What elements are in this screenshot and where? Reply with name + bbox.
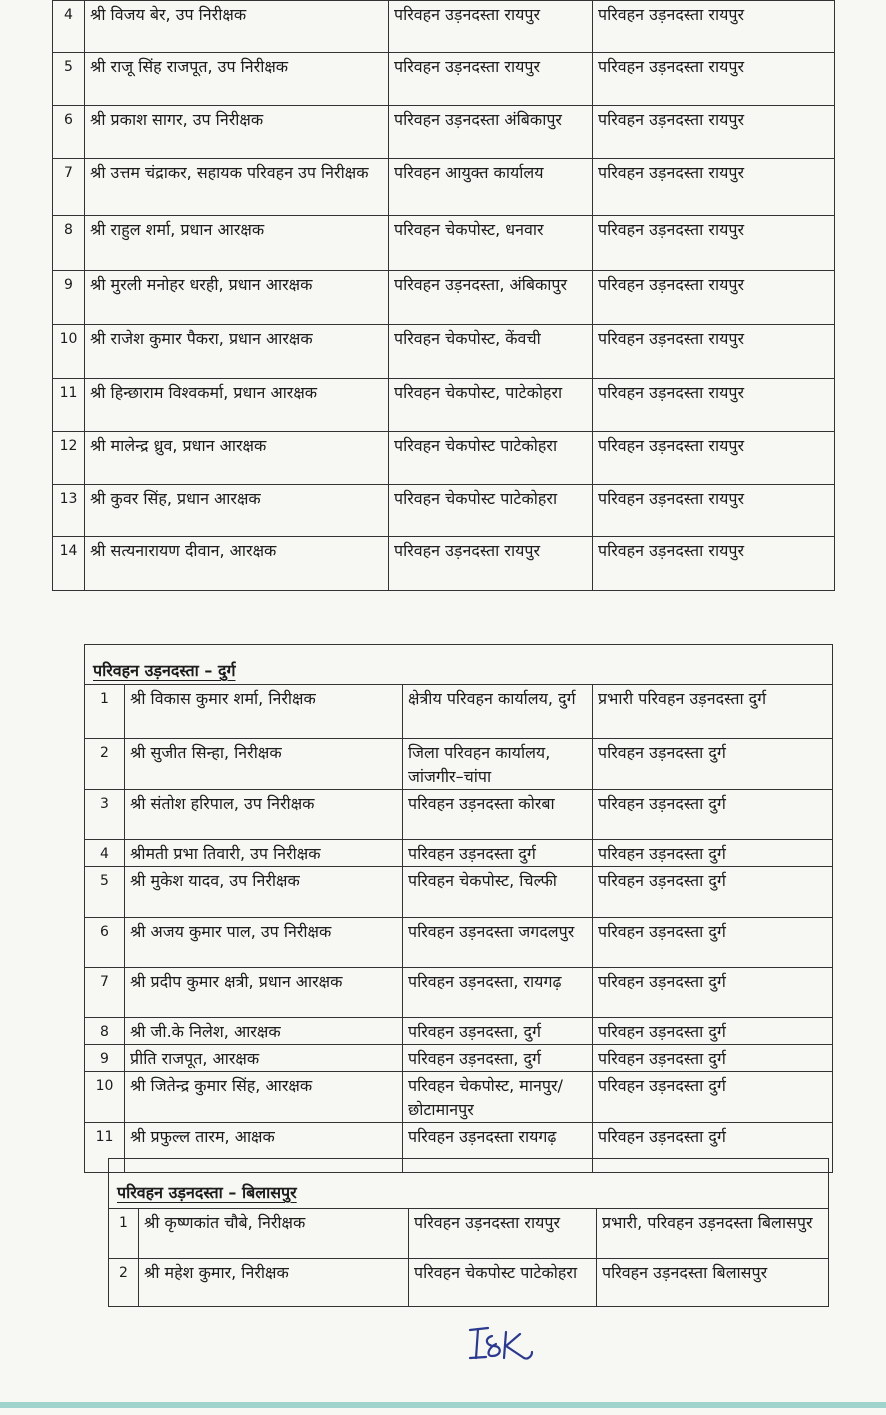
table-row	[85, 1045, 833, 1072]
serial-number: 7	[85, 968, 125, 1018]
officer-name: श्रीमती प्रभा तिवारी, उप निरीक्षक	[125, 840, 403, 867]
officer-name: श्री जी.के निलेश, आरक्षक	[125, 1018, 403, 1045]
current-posting: परिवहन चेकपोस्ट, पाटेकोहरा	[389, 379, 593, 432]
officer-name: श्री उत्तम चंद्राकर, सहायक परिवहन उप निरीक्षक	[85, 159, 389, 216]
table-row	[85, 918, 833, 968]
section-heading: परिवहन उड़नदस्ता – दुर्ग	[93, 661, 236, 680]
officer-name: श्री संतोश हरिपाल, उप निरीक्षक	[125, 790, 403, 840]
new-posting: परिवहन उड़नदस्ता दुर्ग	[593, 1045, 833, 1072]
section-heading-cell	[85, 645, 833, 685]
serial-number: 2	[109, 1259, 139, 1307]
serial-number: 3	[85, 790, 125, 840]
serial-number: 7	[53, 159, 85, 216]
table-row	[53, 271, 835, 325]
serial-number: 5	[53, 53, 85, 106]
officer-name: श्री सत्यनारायण दीवान, आरक्षक	[85, 537, 389, 591]
serial-number: 11	[85, 1123, 125, 1173]
current-posting: परिवहन उड़नदस्ता रायपुर	[389, 53, 593, 106]
serial-number: 10	[53, 325, 85, 379]
signature-mark	[466, 1322, 536, 1368]
table-row	[53, 379, 835, 432]
officer-name: श्री मुकेश यादव, उप निरीक्षक	[125, 867, 403, 918]
serial-number: 6	[85, 918, 125, 968]
officer-name: श्री विजय बेर, उप निरीक्षक	[85, 1, 389, 53]
serial-number: 11	[53, 379, 85, 432]
table-row	[53, 432, 835, 485]
new-posting: प्रभारी, परिवहन उड़नदस्ता बिलासपुर	[597, 1209, 829, 1259]
officer-name: श्री कुवर सिंह, प्रधान आरक्षक	[85, 485, 389, 537]
serial-number: 1	[109, 1209, 139, 1259]
table-row	[53, 53, 835, 106]
table-row	[109, 1209, 829, 1259]
new-posting: परिवहन उड़नदस्ता दुर्ग	[593, 739, 833, 790]
serial-number: 4	[53, 1, 85, 53]
serial-number: 13	[53, 485, 85, 537]
new-posting: प्रभारी परिवहन उड़नदस्ता दुर्ग	[593, 685, 833, 739]
new-posting: परिवहन उड़नदस्ता रायपुर	[593, 432, 835, 485]
serial-number: 14	[53, 537, 85, 591]
current-posting: परिवहन उड़नदस्ता कोरबा	[403, 790, 593, 840]
new-posting: परिवहन उड़नदस्ता रायपुर	[593, 1, 835, 53]
officer-name: श्री राहुल शर्मा, प्रधान आरक्षक	[85, 216, 389, 271]
officer-name: प्रीति राजपूत, आरक्षक	[125, 1045, 403, 1072]
new-posting: परिवहन उड़नदस्ता रायपुर	[593, 485, 835, 537]
section-heading: परिवहन उड़नदस्ता – बिलासपुर	[117, 1183, 297, 1202]
table-row	[53, 216, 835, 271]
new-posting: परिवहन उड़नदस्ता रायपुर	[593, 216, 835, 271]
serial-number: 9	[85, 1045, 125, 1072]
serial-number: 12	[53, 432, 85, 485]
durg-table-body	[85, 645, 833, 1173]
new-posting: परिवहन उड़नदस्ता दुर्ग	[593, 790, 833, 840]
raipur-table-body	[53, 1, 835, 591]
current-posting: परिवहन उड़नदस्ता अंबिकापुर	[389, 106, 593, 159]
current-posting: परिवहन उड़नदस्ता दुर्ग	[403, 840, 593, 867]
officer-name: श्री राजू सिंह राजपूत, उप निरीक्षक	[85, 53, 389, 106]
current-posting: परिवहन उड़नदस्ता रायपुर	[389, 1, 593, 53]
current-posting: परिवहन उड़नदस्ता, दुर्ग	[403, 1045, 593, 1072]
new-posting: परिवहन उड़नदस्ता रायपुर	[593, 53, 835, 106]
new-posting: परिवहन उड़नदस्ता बिलासपुर	[597, 1259, 829, 1307]
bilaspur-transfer-table	[108, 1158, 829, 1307]
officer-name: श्री सुजीत सिन्हा, निरीक्षक	[125, 739, 403, 790]
new-posting: परिवहन उड़नदस्ता दुर्ग	[593, 1123, 833, 1173]
table-row	[85, 790, 833, 840]
serial-number: 2	[85, 739, 125, 790]
officer-name: श्री महेश कुमार, निरीक्षक	[139, 1259, 409, 1307]
current-posting: क्षेत्रीय परिवहन कार्यालय, दुर्ग	[403, 685, 593, 739]
serial-number: 9	[53, 271, 85, 325]
officer-name: श्री राजेश कुमार पैकरा, प्रधान आरक्षक	[85, 325, 389, 379]
officer-name: श्री मालेन्द्र ध्रुव, प्रधान आरक्षक	[85, 432, 389, 485]
section-heading-cell	[109, 1159, 829, 1209]
table-row	[85, 1072, 833, 1123]
current-posting: परिवहन चेकपोस्ट, चिल्फी	[403, 867, 593, 918]
table-row	[85, 1018, 833, 1045]
table-row	[109, 1259, 829, 1307]
officer-name: श्री प्रकाश सागर, उप निरीक्षक	[85, 106, 389, 159]
serial-number: 1	[85, 685, 125, 739]
current-posting: परिवहन उड़नदस्ता रायपुर	[409, 1209, 597, 1259]
current-posting: परिवहन चेकपोस्ट पाटेकोहरा	[409, 1259, 597, 1307]
section-heading-row	[109, 1159, 829, 1209]
current-posting: परिवहन उड़नदस्ता रायगढ़	[403, 1123, 593, 1173]
current-posting: परिवहन उड़नदस्ता रायपुर	[389, 537, 593, 591]
new-posting: परिवहन उड़नदस्ता दुर्ग	[593, 918, 833, 968]
new-posting: परिवहन उड़नदस्ता रायपुर	[593, 379, 835, 432]
table-row	[85, 968, 833, 1018]
table-row	[53, 325, 835, 379]
new-posting: परिवहन उड़नदस्ता दुर्ग	[593, 867, 833, 918]
table-row	[53, 537, 835, 591]
new-posting: परिवहन उड़नदस्ता रायपुर	[593, 325, 835, 379]
section-heading-row	[85, 645, 833, 685]
current-posting: परिवहन उड़नदस्ता, अंबिकापुर	[389, 271, 593, 325]
current-posting: जिला परिवहन कार्यालय, जांजगीर–चांपा	[403, 739, 593, 790]
serial-number: 8	[85, 1018, 125, 1045]
serial-number: 4	[85, 840, 125, 867]
table-row	[85, 867, 833, 918]
officer-name: श्री मुरली मनोहर धरही, प्रधान आरक्षक	[85, 271, 389, 325]
table-row	[85, 840, 833, 867]
new-posting: परिवहन उड़नदस्ता दुर्ग	[593, 968, 833, 1018]
new-posting: परिवहन उड़नदस्ता रायपुर	[593, 106, 835, 159]
new-posting: परिवहन उड़नदस्ता रायपुर	[593, 271, 835, 325]
officer-name: श्री प्रफुल्ल तारम, आक्षक	[125, 1123, 403, 1173]
current-posting: परिवहन चेकपोस्ट, मानपुर/छोटामानपुर	[403, 1072, 593, 1123]
officer-name: श्री अजय कुमार पाल, उप निरीक्षक	[125, 918, 403, 968]
officer-name: श्री जितेन्द्र कुमार सिंह, आरक्षक	[125, 1072, 403, 1123]
current-posting: परिवहन उड़नदस्ता, दुर्ग	[403, 1018, 593, 1045]
raipur-transfer-table	[52, 0, 835, 591]
officer-name: श्री विकास कुमार शर्मा, निरीक्षक	[125, 685, 403, 739]
bilaspur-table-body	[109, 1159, 829, 1307]
serial-number: 10	[85, 1072, 125, 1123]
new-posting: परिवहन उड़नदस्ता रायपुर	[593, 159, 835, 216]
current-posting: परिवहन चेकपोस्ट, धनवार	[389, 216, 593, 271]
new-posting: परिवहन उड़नदस्ता रायपुर	[593, 537, 835, 591]
current-posting: परिवहन आयुक्त कार्यालय	[389, 159, 593, 216]
table-row	[85, 685, 833, 739]
serial-number: 5	[85, 867, 125, 918]
officer-name: श्री प्रदीप कुमार क्षत्री, प्रधान आरक्षक	[125, 968, 403, 1018]
current-posting: परिवहन चेकपोस्ट, केंवची	[389, 325, 593, 379]
officer-name: श्री हिन्छाराम विश्वकर्मा, प्रधान आरक्षक	[85, 379, 389, 432]
current-posting: परिवहन उड़नदस्ता जगदलपुर	[403, 918, 593, 968]
new-posting: परिवहन उड़नदस्ता दुर्ग	[593, 1018, 833, 1045]
serial-number: 6	[53, 106, 85, 159]
serial-number: 8	[53, 216, 85, 271]
durg-transfer-table	[84, 644, 833, 1173]
current-posting: परिवहन चेकपोस्ट पाटेकोहरा	[389, 485, 593, 537]
table-row	[53, 1, 835, 53]
bottom-color-strip	[0, 1402, 886, 1408]
new-posting: परिवहन उड़नदस्ता दुर्ग	[593, 1072, 833, 1123]
table-row	[53, 485, 835, 537]
officer-name: श्री कृष्णकांत चौबे, निरीक्षक	[139, 1209, 409, 1259]
new-posting: परिवहन उड़नदस्ता दुर्ग	[593, 840, 833, 867]
current-posting: परिवहन चेकपोस्ट पाटेकोहरा	[389, 432, 593, 485]
table-row	[53, 159, 835, 216]
table-row	[53, 106, 835, 159]
table-row	[85, 739, 833, 790]
current-posting: परिवहन उड़नदस्ता, रायगढ़	[403, 968, 593, 1018]
